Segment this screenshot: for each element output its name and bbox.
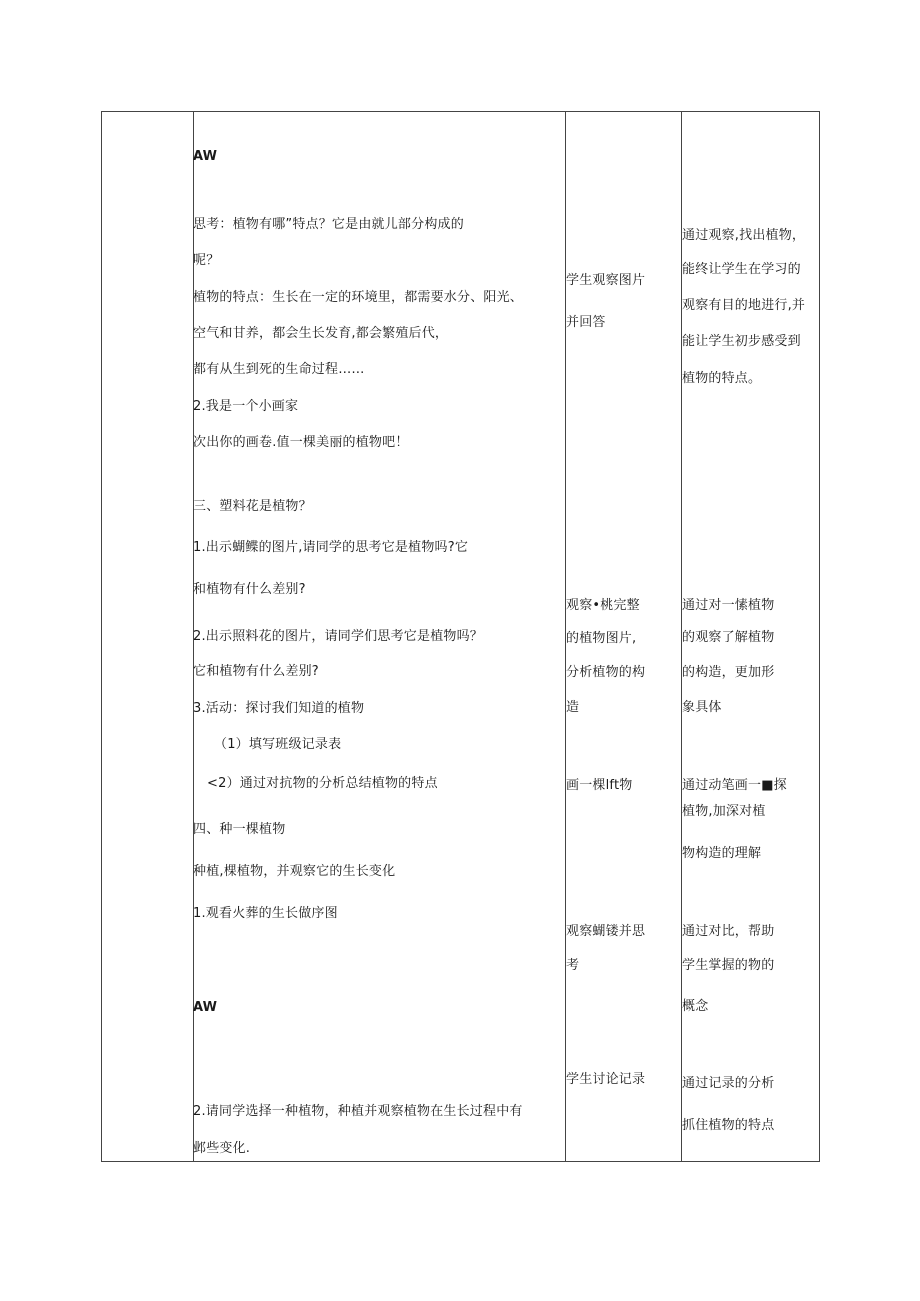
intent-line: 抓住植物的特点 bbox=[682, 1118, 775, 1133]
content-line: 和植物有什么差别? bbox=[193, 582, 306, 597]
content-line: 1.出示蝴鲽的图片,请同学的思考它是植物吗?它 bbox=[193, 540, 469, 555]
content-line: 种植,棵植物，并观察它的生长变化 bbox=[193, 864, 396, 879]
activity-line: 学生讨论记录 bbox=[566, 1072, 646, 1087]
content-line: 1.观看火葬的生长做序图 bbox=[193, 906, 338, 921]
intent-line: 通过对比，帮助 bbox=[682, 924, 775, 939]
intent-line: 植物的特点。 bbox=[682, 371, 762, 386]
intent-line: 物构造的理解 bbox=[682, 846, 762, 861]
content-line: （1）填写班级记录表 bbox=[214, 737, 342, 752]
content-line: 空气和甘养，都会生长发育,都会繁殖后代， bbox=[193, 326, 449, 341]
content-line: AW bbox=[193, 1000, 218, 1015]
content-line: 3.活动：探讨我们知道的植物 bbox=[193, 701, 365, 716]
intent-line: 的构造，更加形 bbox=[682, 665, 775, 680]
intent-line: 的观察了解植物 bbox=[682, 630, 775, 645]
content-line: 次出你的画卷.值一棵美丽的植物吧！ bbox=[193, 435, 409, 450]
activity-line: 分析植物的构 bbox=[566, 665, 646, 680]
activity-line: 造 bbox=[566, 700, 580, 715]
content-line: 邺些变化. bbox=[193, 1141, 251, 1156]
content-line: <2）通过对抗物的分析总结植物的特点 bbox=[207, 776, 438, 791]
activity-line: 考 bbox=[566, 958, 580, 973]
activity-line: 学生观察图片 bbox=[566, 273, 646, 288]
activity-line: 观察•桃完整 bbox=[566, 598, 640, 613]
intent-line: 能让学生初步感受到 bbox=[682, 334, 801, 349]
intent-line: 通过记录的分析 bbox=[682, 1076, 775, 1091]
content-line: AW bbox=[193, 149, 218, 164]
activity-line: 并回答 bbox=[566, 315, 606, 330]
activity-line: 观察蝴镂并思 bbox=[566, 924, 646, 939]
activity-line: 的植物图片, bbox=[566, 631, 637, 646]
intent-line: 植物,加深对植 bbox=[682, 804, 766, 819]
intent-line: 象具体 bbox=[682, 700, 722, 715]
intent-line: 通过观察,找出植物， bbox=[682, 228, 806, 243]
intent-line: 概念 bbox=[682, 999, 709, 1014]
content-line: 2.我是一个小画家 bbox=[193, 399, 299, 414]
activity-line: 画一棵lft物 bbox=[566, 778, 633, 793]
content-line: 2.出示照料花的图片，请同学们思考它是植物吗？ bbox=[193, 629, 484, 644]
content-line: 植物的特点：生长在一定的环境里，都需要水分、阳光、 bbox=[193, 290, 524, 305]
content-line: 思考：植物有哪”特点？它是由就儿部分构成的 bbox=[193, 217, 464, 232]
section-heading: 三、塑料花是植物？ bbox=[193, 499, 312, 514]
content-line: 它和植物有什么差别? bbox=[193, 664, 319, 679]
content-line: 都有从生到死的生命过程…… bbox=[193, 362, 365, 377]
content-line: 呢？ bbox=[193, 253, 220, 268]
intent-line: 通过对一愫植物 bbox=[682, 598, 775, 613]
intent-line: 学生掌握的物的 bbox=[682, 958, 775, 973]
intent-line: 通过动笔画一■探 bbox=[682, 778, 787, 793]
intent-line: 观察有目的地进行,并 bbox=[682, 298, 806, 313]
content-line: 2.请同学选择一种植物，种植并观察植物在生长过程中有 bbox=[193, 1104, 523, 1119]
intent-line: 能终让学生在学习的 bbox=[682, 262, 801, 277]
section-heading: 四、种一棵植物 bbox=[193, 822, 286, 837]
